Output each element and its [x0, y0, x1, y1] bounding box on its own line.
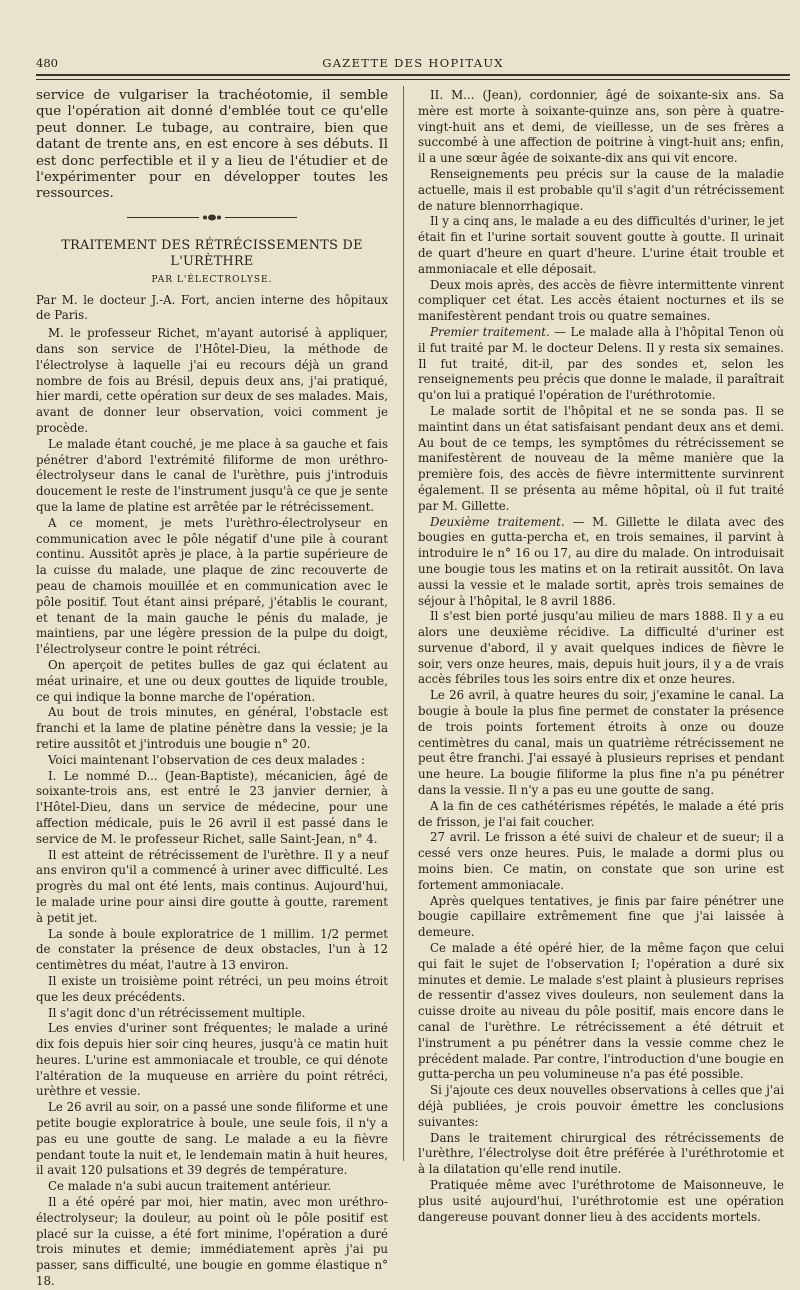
article-paragraph: Les envies d'uriner sont fréquentes; le malade a uriné dix fois depuis hier soir cinq heures, jusqu'à ce matin huit heures. L'urine est ammoniacale et trouble, ce qui dénote l'altération de la muqueuse en arrière du point rétréci, urèthre et vessie.: [36, 1021, 388, 1099]
header-rule-thin: [36, 79, 790, 80]
article-paragraph: 27 avril. Le frisson a été suivi de chaleur et de sueur; il a cessé vers onze heures. Puis, le malade a dormi plus ou moins bien. Ce matin, on constate que son urine est fortement ammoniacale.: [418, 830, 784, 892]
article-paragraph: A ce moment, je mets l'urèthro-électrolyseur en communication avec le pôle négatif d'une pile à courant continu. Aussitôt après je place, à la partie supérieure de la cuisse du malade, une plaque de zinc recouverte de peau de chamois mouillée et en communication avec le pôle positif. Tout étant ainsi préparé, j'établis le courant, et tenant de la main gauche le pénis du malade, je maintiens, par une légère pression de la pulpe du doigt, l'électrolyseur contre le point rétréci.: [36, 515, 388, 657]
article-paragraph: Il est atteint de rétrécissement de l'urèthre. Il y a neuf ans environ qu'il a commencé à uriner avec difficulté. Les progrès du mal ont été lents, mais continus. Aujourd'hui, le malade urine pour ainsi dire goutte à goutte, rarement à petit jet.: [36, 847, 388, 925]
header-rule-thick: [36, 74, 790, 76]
article-subtitle: PAR L'ÉLECTROLYSE.: [151, 274, 273, 285]
article-paragraph: Il s'agit donc d'un rétrécissement multiple.: [48, 1005, 306, 1020]
paragraph-body: — M. Gillette le dilata avec des bougies en gutta-percha et, en trois semaines, il parvint à introduire le n° 16 ou 17, au dire du malade. On introduisait une bougie tous les matins et on la retirait aussitôt. On lava aussi la vessie et le malade sortit, après trois semaines de séjour à l'hôpital, le 8 avril 1886.: [418, 514, 784, 608]
article-paragraph: Le 26 avril au soir, on a passé une sonde filiforme et une petite bougie exploratrice à boule, une seule fois, il n'y a pas eu une goutte de sang. Le malade a eu la fièvre pendant toute la nuit et, le lendemain matin à huit heures, il avait 120 pulsations et 39 degrés de température.: [36, 1100, 388, 1178]
article-paragraph: M. le professeur Richet, m'ayant autorisé à appliquer, dans son service de l'Hôtel-Dieu, la méthode de l'électrolyse à laquelle j'ai eu recours déjà un grand nombre de fois au Brésil, depuis deux ans, j'ai pratiqué, hier mardi, cette opération sur deux de ses malades. Mais, avant de donner leur observation, voici comment je procède.: [36, 326, 388, 436]
column-separator: [403, 86, 404, 1161]
article-paragraph: Pratiquée même avec l'uréthrotome de Maisonneuve, le plus usité aujourd'hui, l'uréthrotomie est une opération dangereuse pouvant donner lieu à des accidents mortels.: [418, 1177, 784, 1224]
article-title: TRAITEMENT DES RÉTRÉCISSEMENTS DE L'URÈTHRE: [61, 237, 363, 269]
article-paragraph: [418, 325, 784, 404]
article-paragraph: Il a été opéré par moi, hier matin, avec mon uréthro-électrolyseur; la douleur, au point où le pôle positif est placé sur la cuisse, a été fort minime, l'opération a duré trois minutes et demie; immédiatement après j'ai pu passer, sans difficulté, une bougie en gomme élastique n° 18.: [36, 1195, 388, 1289]
article-paragraph: Après quelques tentatives, je finis par faire pénétrer une bougie capillaire extrêmement fine que j'ai laissée à demeure.: [418, 893, 784, 940]
article-paragraph: Le 26 avril, à quatre heures du soir, j'examine le canal. La bougie à boule la plus fine permet de constater la présence de trois points fortement étroits à onze ou douze centimètres du canal, mais un quatrième rétrécissement ne peut être franchi. J'ai essayé à plusieurs reprises et pendant une heure. La bougie filiforme la plus fine n'a pu pénétrer dans la vessie. Il n'y a pas eu une goutte de sang.: [418, 688, 784, 798]
left-column: [36, 88, 388, 1290]
article-author: Par M. le docteur J.-A. Fort, ancien interne des hôpitaux de Paris.: [36, 292, 388, 323]
journal-title: GAZETTE DES HOPITAUX: [322, 56, 504, 70]
treatment-heading: Deuxième traitement.: [430, 514, 565, 529]
article-paragraph: [418, 515, 784, 610]
article-paragraph: Renseignements peu précis sur la cause de la maladie actuelle, mais il est probable qu'il s'agit d'un rétrécissement de nature blennorrhagique.: [418, 166, 784, 213]
right-column: [418, 88, 784, 1225]
article-paragraph: II. M... (Jean), cordonnier, âgé de soixante-six ans. Sa mère est morte à soixante-quinze ans, son père à quatre-vingt-huit ans et demi, de vieillesse, un de ses frères a succombé à une affection de poitrine à vingt-huit ans; enfin, il a une sœur âgée de soixante-dix ans qui vit encore.: [418, 88, 784, 166]
article-paragraph: Ce malade n'a subi aucun traitement antérieur.: [48, 1179, 332, 1194]
ornament-rule-icon: [127, 213, 297, 222]
article-paragraph: On aperçoit de petites bulles de gaz qui éclatent au méat urinaire, et une ou deux gouttes de liquide trouble, ce qui indique la bonne marche de l'opération.: [36, 657, 388, 704]
article-paragraph: Le malade étant couché, je me place à sa gauche et fais pénétrer d'abord l'extrémité filiforme de mon uréthro-électrolyseur dans le canal de l'urèthre, puis j'introduis doucement le reste de l'instrument jusqu'à ce que je sente que la lame de platine est arrêtée par le rétrécissement.: [36, 436, 388, 514]
article-paragraph: Il s'est bien porté jusqu'au milieu de mars 1888. Il y a eu alors une deuxième récidive. La difficulté d'uriner est survenue d'abord, il y avait quelques indices de fièvre le soir, vers onze heures, mais, depuis huit jours, il y a de vrais accès fébriles tous les soirs entre dix et onze heures.: [418, 609, 784, 687]
article-paragraph: I. Le nommé D... (Jean-Baptiste), mécanicien, âgé de soixante-trois ans, est entré le 23 janvier dernier, à l'Hôtel-Dieu, dans un service de médecine, pour une affection médicale, puis le 26 avril il est passé dans le service de M. le professeur Richet, salle Saint-Jean, n° 4.: [36, 768, 388, 846]
article-paragraph: La sonde à boule exploratrice de 1 millim. 1/2 permet de constater la présence de deux obstacles, l'un à 12 centimètres du méat, l'autre à 13 environ.: [36, 926, 388, 973]
article-paragraph: Deux mois après, des accès de fièvre intermittente vinrent compliquer cet état. Les accès étaient nocturnes et ils se manifestèrent pendant trois ou quatre semaines.: [418, 277, 784, 324]
article-paragraph: Ce malade a été opéré hier, de la même façon que celui qui fait le sujet de l'observation I; l'opération a duré six minutes et demie. Le malade s'est plaint à plusieurs reprises de ressentir d'assez vives douleurs, non seulement dans la cuisse droite au niveau du pôle positif, mais encore dans le canal de l'urèthre. Le rétrécissement a été détruit et l'instrument a pu pénétrer dans la vessie comme chez le précédent malade. Par contre, l'introduction d'une bougie en gutta-percha un peu volumineuse n'a pas été possible.: [418, 941, 784, 1082]
article-paragraph: A la fin de ces cathétérismes répétés, le malade a été pris de frisson, je l'ai fait coucher.: [418, 798, 784, 829]
article-paragraph: Il y a cinq ans, le malade a eu des difficultés d'uriner, le jet était fin et l'urine sortait souvent goutte à goutte. Il urinait de quart d'heure en quart d'heure. L'urine était trouble et ammoniacale et elle déposait.: [418, 214, 784, 276]
article-paragraph: Voici maintenant l'observation de ces deux malades :: [48, 752, 366, 767]
article-paragraph: Dans le traitement chirurgical des rétrécissements de l'urèthre, l'électrolyse doit être préférée à l'uréthrotomie et à la dilatation qu'elle rend inutile.: [418, 1130, 784, 1177]
paragraph-body: — Le malade alla à l'hôpital Tenon où il fut traité par M. le docteur Delens. Il y resta six semaines. Il fut traité, dit-il, par des sondes et, selon les renseignements peu précis que donne le malade, il paraîtrait qu'on lui a pratiqué l'opération de l'uréthrotomie.: [418, 324, 784, 403]
page-number: 480: [36, 56, 58, 70]
page-header: [36, 56, 790, 72]
section-ornament-divider: [36, 211, 388, 220]
article-paragraph: Si j'ajoute ces deux nouvelles observations à celles que j'ai déjà publiées, je crois pouvoir émettre les conclusions suivantes:: [418, 1083, 784, 1129]
lead-paragraph: service de vulgariser la trachéotomie, il semble que l'opération ait donné d'emblée tout ce qu'elle peut donner. Le tubage, au contraire, bien que datant de trente ans, en est encore à ses débuts. Il est donc perfectible et il y a lieu de l'étudier et de l'expérimenter pour en développer toutes les ressources.: [36, 88, 388, 202]
article-paragraph: Il existe un troisième point rétréci, un peu moins étroit que les deux précédents.: [36, 973, 388, 1004]
article-paragraph: Au bout de trois minutes, en général, l'obstacle est franchi et la lame de platine pénètre dans la vessie; je la retire aussitôt et j'introduis une bougie n° 20.: [36, 705, 388, 751]
article-paragraph: Le malade sortit de l'hôpital et ne se sonda pas. Il se maintint dans un état satisfaisant pendant deux ans et demi. Au bout de ce temps, les symptômes du rétrécissement se manifestèrent de nouveau de la même manière que la première fois, des accès de fièvre intermittente survinrent également. Il se présenta au même hôpital, où il fut traité par M. Gillette.: [418, 403, 784, 513]
treatment-heading: Premier traitement.: [430, 324, 550, 339]
